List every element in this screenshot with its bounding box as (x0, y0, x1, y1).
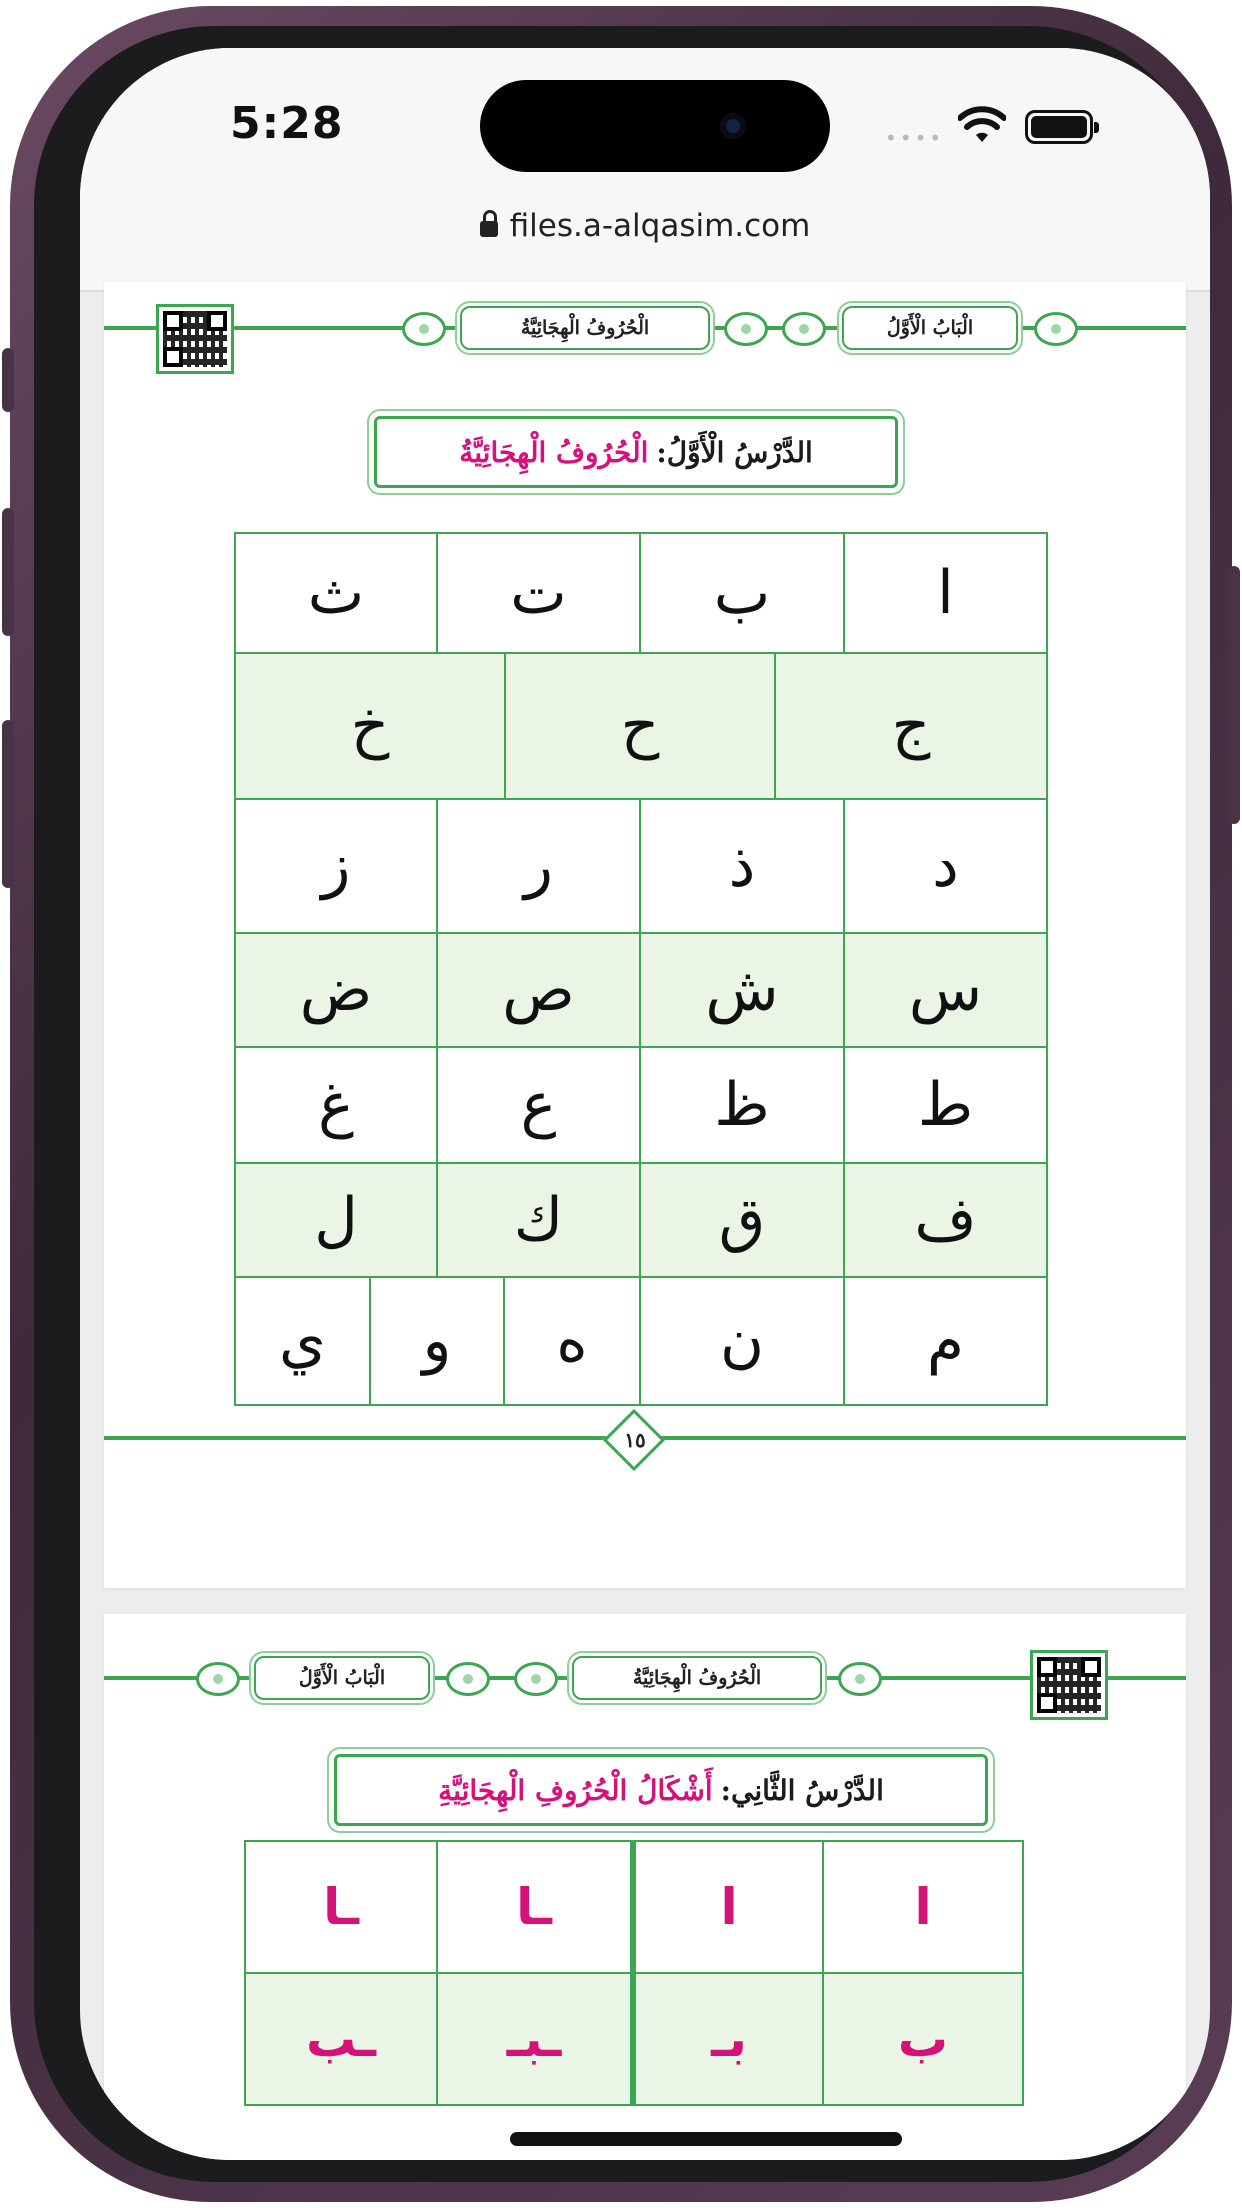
letter-cell: ع (438, 1048, 641, 1164)
lesson-title (374, 416, 898, 488)
letter-cell: ر (438, 800, 641, 934)
url-display[interactable] (80, 208, 1210, 244)
letter-form-cell: ـب (246, 1974, 438, 2106)
lock-icon (480, 221, 498, 237)
letter-form-cell: ـا (438, 1842, 632, 1974)
phone-bezel (34, 26, 1208, 2182)
letter-cell: د (845, 800, 1048, 934)
lesson-number: الدَّرْسُ الثَّانِي: (720, 1773, 884, 1807)
letter-cell: ف (845, 1164, 1048, 1278)
letter-cell: س (845, 934, 1048, 1048)
ornament-icon (196, 1662, 240, 1696)
letter-cell: و (371, 1278, 505, 1406)
letter-cell: ص (438, 934, 641, 1048)
status-time: 5:28 (230, 98, 344, 149)
letter-cell: ث (236, 534, 438, 654)
letter-cell: ت (438, 534, 641, 654)
letter-cell: ق (641, 1164, 845, 1278)
document-page-15 (104, 282, 1186, 1588)
grid-row (246, 1842, 1024, 1974)
qr-code[interactable] (156, 304, 234, 374)
grid-row (246, 1974, 1024, 2106)
dynamic-island (480, 80, 830, 172)
letter-cell: ا (845, 534, 1048, 654)
letter-cell: م (845, 1278, 1048, 1406)
screen (80, 48, 1210, 2160)
grid-row (236, 534, 1048, 654)
grid-row (236, 934, 1048, 1048)
camera-icon (720, 113, 746, 139)
letter-form-cell: ـا (246, 1842, 438, 1974)
letter-cell: ه (505, 1278, 641, 1406)
ornament-icon (782, 312, 826, 346)
ornament-icon (1034, 312, 1078, 346)
header-section-label: الْحُرُوفُ الْهِجَائِيَّةُ (460, 306, 710, 350)
header-chapter-label: الْبَابُ الْأَوَّلُ (842, 306, 1018, 350)
page-number: ١٥ (624, 1428, 646, 1452)
letter-cell: ذ (641, 800, 845, 934)
document-page-16 (104, 1614, 1186, 2160)
letter-form-cell: بـ (632, 1974, 824, 2106)
grid-row (236, 1278, 1048, 1406)
status-bar (80, 48, 1210, 188)
ornament-icon (402, 312, 446, 346)
letter-cell: ج (776, 654, 1048, 800)
letter-cell: ح (506, 654, 776, 800)
letter-forms-grid (244, 1840, 1024, 2106)
lesson-title (334, 1754, 988, 1826)
letter-cell: ك (438, 1164, 641, 1278)
battery-icon (1025, 110, 1093, 144)
letter-cell: ي (236, 1278, 371, 1406)
address-bar[interactable] (80, 188, 1210, 292)
letter-cell: ل (236, 1164, 438, 1278)
letter-form-cell: ب (824, 1974, 1024, 2106)
home-indicator[interactable] (510, 2132, 902, 2146)
header-chapter-label: الْبَابُ الْأَوَّلُ (254, 1656, 430, 1700)
letter-cell: ط (845, 1048, 1048, 1164)
phone-body (10, 6, 1232, 2202)
lesson-name: الْحُرُوفُ الْهِجَائِيَّةُ (459, 435, 649, 469)
wifi-icon (958, 106, 1006, 146)
url-text: files.a-alqasim.com (509, 208, 811, 244)
header-section-label: الْحُرُوفُ الْهِجَائِيَّةُ (572, 1656, 822, 1700)
letter-form-cell: ـبـ (438, 1974, 632, 2106)
letter-cell: ب (641, 534, 845, 654)
ornament-icon (838, 1662, 882, 1696)
letter-cell: ض (236, 934, 438, 1048)
letter-cell: ش (641, 934, 845, 1048)
letter-cell: ظ (641, 1048, 845, 1164)
letter-cell: ن (641, 1278, 845, 1406)
ornament-icon (724, 312, 768, 346)
ornament-icon (514, 1662, 558, 1696)
grid-row (236, 1164, 1048, 1278)
grid-row (236, 654, 1048, 800)
ornament-icon (446, 1662, 490, 1696)
grid-row (236, 800, 1048, 934)
letter-cell: غ (236, 1048, 438, 1164)
letter-cell: خ (236, 654, 506, 800)
cellular-signal-icon: •••• (885, 126, 945, 150)
letter-cell: ز (236, 800, 438, 934)
lesson-number: الدَّرْسُ الْأَوَّلُ: (656, 435, 813, 469)
lesson-name: أَشْكَالُ الْحُرُوفِ الْهِجَائِيَّةِ (438, 1773, 713, 1807)
qr-code[interactable] (1030, 1650, 1108, 1720)
letter-form-cell: ا (824, 1842, 1024, 1974)
grid-row (236, 1048, 1048, 1164)
letters-grid (234, 532, 1048, 1406)
letter-form-cell: ا (632, 1842, 824, 1974)
